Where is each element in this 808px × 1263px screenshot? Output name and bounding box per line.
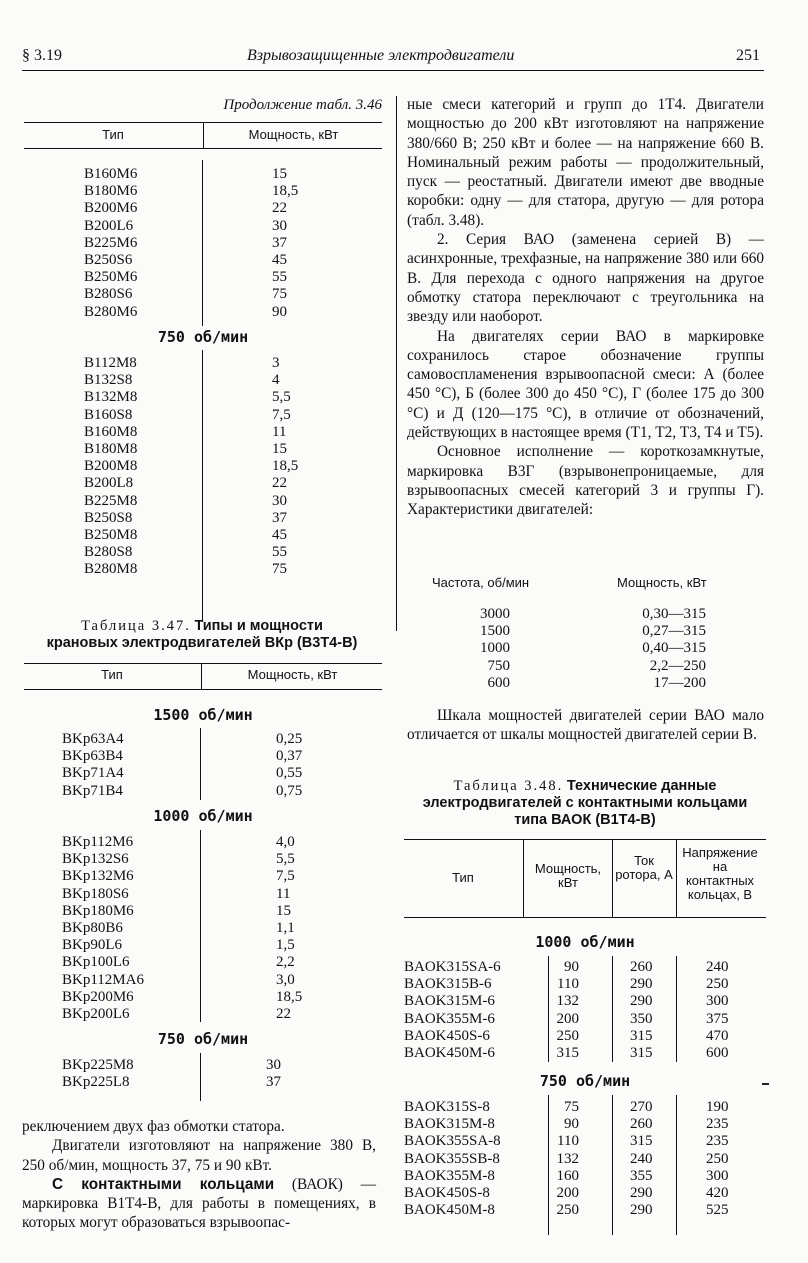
t348-header-rule (404, 917, 766, 918)
t346-power-cell: 7,5 (272, 406, 291, 423)
t347-group2-title: 1000 об/мин (153, 807, 253, 825)
t346-power-cell: 5,5 (272, 389, 291, 406)
t348-type-cell: BAOK450M-8 (404, 1202, 495, 1219)
t348-power-cell: 200 (556, 1184, 579, 1201)
t347-power-cell: 0,75 (276, 782, 303, 799)
t346-group2-powers (272, 355, 298, 578)
t348-voltage-cell: 375 (706, 1010, 729, 1027)
left-text-line1: реключением двух фаз обмотки статора. (22, 1118, 285, 1135)
t346-power-cell: 45 (272, 251, 287, 268)
t346-type-cell: B200L8 (84, 475, 134, 492)
t347-power-cell: 1,5 (276, 937, 295, 954)
left-text-para1: Двигатели изготовляют на напряжение 380 В, 250 об/мин, мощность 37, 75 и 90 кВт. (22, 1137, 376, 1174)
t348-power-cell: 132 (556, 1150, 579, 1167)
t348-caption-label: Таблица 3.48. (453, 778, 564, 794)
t347-type-cell: BKp225M8 (62, 1057, 134, 1073)
freq-col-power: Мощность, кВт (617, 575, 707, 590)
t346-type-cell: B250M8 (84, 526, 138, 543)
t346-type-cell: B132S8 (84, 372, 133, 389)
table-347-caption (22, 618, 382, 652)
t348-type-cell: BAOK355M-6 (404, 1010, 495, 1027)
t347-type-cell: BKp90L6 (62, 937, 122, 954)
freq-power-cell: 2,2—250 (649, 657, 706, 674)
t346-group2-title: 750 об/мин (157, 328, 249, 346)
t348-group2-title: 750 об/мин (539, 1072, 631, 1090)
left-text-para2 (22, 1175, 376, 1233)
t348-voltage-cell: 525 (706, 1202, 729, 1219)
right-text-para2: 2. Серия ВАО (заменена серией В) — асинхронные, трехфазные, на напряжение 380 или 660 В. Для перехода с одного напряжения на другое обмотку статора переключают с треугольника на звезду или наоборот. (407, 231, 764, 326)
t346-power-cell: 15 (272, 166, 287, 182)
column-divider (396, 96, 397, 631)
t346-group1-types (84, 166, 137, 321)
t346-power-cell: 18,5 (272, 458, 299, 475)
t348-voltage-cell: 250 (706, 976, 729, 993)
freq-power-cell: 17—200 (653, 674, 706, 691)
t348-power-cell: 132 (556, 993, 579, 1010)
table-348-caption (404, 778, 766, 829)
t348-power-cell: 160 (556, 1167, 579, 1184)
t348-voltage-cell: 600 (706, 1044, 729, 1061)
t346-type-cell: B200M6 (84, 200, 138, 217)
t346-header-divider (203, 122, 204, 148)
t348-type-cell: BAOK355SB-8 (404, 1150, 500, 1167)
t348-power-cell: 110 (557, 1133, 579, 1150)
t346-power-cell: 18,5 (272, 183, 299, 200)
t347-power-cell: 1,1 (276, 919, 295, 936)
t348-group1-types (404, 959, 501, 1062)
t346-type-cell: B250M6 (84, 269, 138, 286)
t347-group3-powers (266, 1057, 281, 1091)
t348-col-power: Мощность, кВт (534, 861, 602, 890)
t348-voltage-cell: 235 (706, 1116, 729, 1133)
t348-g2-div2 (612, 1095, 613, 1235)
t348-group2-voltage (706, 1099, 729, 1219)
t348-g1-div1 (548, 956, 549, 1062)
t348-group2-power (545, 1099, 579, 1219)
t347-power-cell: 4,0 (276, 834, 295, 850)
t346-type-cell: B250S6 (84, 251, 133, 268)
t347-header-rule (24, 689, 382, 690)
right-text-para4: Основное исполнение — короткозамкнутые, маркировка В3Г (взрывонепроницаемые, для взрывоопасных смесей категорий 3 и группы Г). Характеристики двигателей: (407, 443, 764, 519)
t348-current-cell: 240 (630, 1150, 653, 1167)
t348-current-cell: 355 (630, 1167, 653, 1184)
t347-power-cell: 2,2 (276, 954, 295, 971)
t347-caption-title2: крановых электродвигателей ВКр (В3Т4-В) (46, 635, 358, 651)
right-text-block (407, 95, 764, 520)
t346-header-rule (24, 148, 382, 149)
t346-group2-types (84, 355, 137, 578)
t347-type-cell: BKp180M6 (62, 902, 134, 919)
t346-power-cell: 45 (272, 526, 287, 543)
freq-cell: 3000 (480, 606, 510, 622)
t346-power-cell: 11 (272, 423, 287, 440)
t348-voltage-cell: 250 (706, 1150, 729, 1167)
left-text-block (22, 1117, 376, 1233)
t348-voltage-cell: 240 (706, 959, 729, 975)
t348-power-cell: 250 (556, 1027, 579, 1044)
t347-type-cell: BKp63B4 (62, 748, 123, 765)
t346-type-cell: B250S8 (84, 509, 133, 526)
section-number: § 3.19 (22, 47, 62, 64)
t348-type-cell: BAOK355SA-8 (404, 1133, 501, 1150)
t346-power-cell: 30 (272, 492, 287, 509)
t347-power-cell: 37 (266, 1074, 281, 1091)
t348-power-cell: 90 (564, 1116, 579, 1133)
freq-col-frequency: Частота, об/мин (432, 575, 530, 590)
right-text-para5: Шкала мощностей двигателей серии ВАО мало отличается от шкалы мощностей двигателей серии В. (407, 707, 764, 744)
t348-header-div1 (523, 839, 524, 917)
t348-type-cell: BAOK315S-8 (404, 1099, 490, 1115)
t348-group1-voltage (706, 959, 729, 1062)
t346-type-cell: B160M8 (84, 423, 138, 440)
t347-group1-title: 1500 об/мин (153, 706, 253, 724)
t348-top-rule (404, 839, 766, 840)
freq-cell: 600 (487, 674, 510, 691)
t348-voltage-cell: 235 (706, 1133, 729, 1150)
page-number: 251 (736, 47, 760, 64)
t348-group1-title: 1000 об/мин (535, 933, 635, 951)
t348-caption-title1: Технические данные (566, 778, 717, 794)
t346-power-cell: 75 (272, 561, 287, 578)
t347-group2-types (62, 834, 144, 1023)
t346-power-cell: 75 (272, 286, 287, 303)
freq-power-cell: 0,30—315 (642, 606, 706, 622)
t348-group2-types (404, 1099, 501, 1219)
t348-col-voltage: Напряжение на контактных кольцах, В (682, 845, 758, 902)
header-rule (22, 70, 764, 71)
t348-current-cell: 315 (630, 1133, 653, 1150)
t347-type-cell: BKp132M6 (62, 868, 134, 885)
t347-power-cell: 0,37 (276, 748, 303, 765)
t346-type-cell: B280S8 (84, 544, 133, 561)
freq-power-cell: 0,27—315 (642, 623, 706, 640)
t347-group2-powers (276, 834, 302, 1023)
t347-top-rule (24, 663, 382, 664)
t348-type-cell: BAOK315B-6 (404, 976, 492, 993)
freq-cell: 1000 (480, 640, 510, 657)
freq-power-cell: 0,40—315 (642, 640, 706, 657)
t348-header-div3 (676, 839, 677, 917)
t348-col-type: Тип (452, 870, 474, 885)
t346-power-cell: 90 (272, 303, 287, 320)
t348-power-cell: 200 (556, 1010, 579, 1027)
t346-group1-powers (272, 166, 298, 321)
t348-voltage-cell: 420 (706, 1184, 729, 1201)
t348-voltage-cell: 300 (706, 1167, 729, 1184)
t346-type-cell: B112M8 (84, 355, 137, 371)
t348-type-cell: BAOK450S-6 (404, 1027, 490, 1044)
t347-group1-divider (200, 728, 201, 800)
t347-group2-divider (200, 830, 201, 1022)
t346-col-type: Тип (102, 127, 124, 142)
right-text-block-2 (407, 706, 764, 745)
t348-power-cell: 110 (557, 976, 579, 993)
t346-group1-divider (202, 160, 203, 326)
t348-g1-div2 (612, 956, 613, 1062)
t348-voltage-cell: 470 (706, 1027, 729, 1044)
t347-col-power: Мощность, кВт (247, 667, 338, 682)
t346-power-cell: 22 (272, 475, 287, 492)
t346-type-cell: B280M6 (84, 303, 138, 320)
t346-power-cell: 37 (272, 234, 287, 251)
t348-col-current: Ток ротора, А (615, 853, 673, 882)
t346-type-cell: B160M6 (84, 166, 138, 182)
t348-type-cell: BAOK315M-8 (404, 1116, 495, 1133)
t348-g1-div3 (676, 956, 677, 1062)
t348-g2-div1 (548, 1095, 549, 1235)
t347-power-cell: 15 (276, 902, 291, 919)
t347-type-cell: BKp200L6 (62, 1005, 130, 1022)
t346-power-cell: 37 (272, 509, 287, 526)
t347-type-cell: BKp112MA6 (62, 971, 144, 988)
freq-powers (620, 606, 706, 692)
t347-type-cell: BKp100L6 (62, 954, 130, 971)
t346-group2-divider (202, 350, 203, 622)
t348-power-cell: 90 (564, 959, 579, 975)
table-346-continuation: Продолжение табл. 3.46 (223, 97, 382, 113)
t348-power-cell: 250 (556, 1202, 579, 1219)
t346-type-cell: B200M8 (84, 458, 138, 475)
running-title: Взрывозащищенные электродвигатели (247, 47, 515, 64)
t346-type-cell: B280M8 (84, 561, 138, 578)
left-text-para2-rest: (ВАОК) — маркировка В1Т4-В, для работы в помещениях, в которых могут образоваться взрывоопас- (22, 1175, 376, 1232)
left-text-para2-bold: С контактными кольцами (52, 1175, 275, 1193)
t347-type-cell: BKp63A4 (62, 731, 124, 747)
t348-current-cell: 290 (630, 1184, 653, 1201)
t346-type-cell: B180M8 (84, 440, 138, 457)
t347-power-cell: 3,0 (276, 971, 295, 988)
t347-power-cell: 0,55 (276, 765, 303, 782)
t348-type-cell: BAOK450M-6 (404, 1044, 495, 1061)
t348-type-cell: BAOK355M-8 (404, 1167, 495, 1184)
t348-type-cell: BAOK315M-6 (404, 993, 495, 1010)
stray-mark (762, 1083, 769, 1085)
freq-cell: 1500 (480, 623, 510, 640)
t347-power-cell: 7,5 (276, 868, 295, 885)
t347-caption-label: Таблица 3.47. (81, 618, 191, 634)
t347-group3-types (62, 1057, 134, 1091)
t346-type-cell: B132M8 (84, 389, 138, 406)
t348-group1-current (630, 959, 653, 1062)
t346-power-cell: 3 (272, 355, 280, 371)
t347-group1-powers (276, 731, 302, 800)
t346-power-cell: 4 (272, 372, 280, 389)
t347-power-cell: 18,5 (276, 988, 303, 1005)
t346-type-cell: B225M8 (84, 492, 138, 509)
t348-current-cell: 315 (630, 1044, 653, 1061)
t346-type-cell: B225M6 (84, 234, 138, 251)
t348-current-cell: 260 (630, 1116, 653, 1133)
t347-power-cell: 11 (276, 885, 291, 902)
t348-g2-div3 (676, 1095, 677, 1235)
t348-current-cell: 290 (630, 993, 653, 1010)
t348-current-cell: 270 (630, 1099, 653, 1115)
t346-col-power: Мощность, кВт (248, 127, 339, 142)
t347-col-type: Тип (101, 667, 123, 682)
freq-values (470, 606, 510, 692)
t346-type-cell: B180M6 (84, 183, 138, 200)
t347-group1-types (62, 731, 124, 800)
t348-current-cell: 260 (630, 959, 653, 975)
t348-voltage-cell: 300 (706, 993, 729, 1010)
t348-header-div2 (612, 839, 613, 917)
t348-current-cell: 290 (630, 976, 653, 993)
t346-power-cell: 15 (272, 440, 287, 457)
t346-type-cell: B280S6 (84, 286, 133, 303)
t346-power-cell: 55 (272, 544, 287, 561)
t347-group3-divider (200, 1053, 201, 1101)
t346-type-cell: B200L6 (84, 217, 134, 234)
t347-type-cell: BKp112M6 (62, 834, 134, 850)
t348-power-cell: 75 (564, 1099, 579, 1115)
t347-group3-title: 750 об/мин (157, 1030, 249, 1048)
t348-current-cell: 315 (630, 1027, 653, 1044)
t348-type-cell: BAOK315SA-6 (404, 959, 501, 975)
t347-type-cell: BKp200M6 (62, 988, 134, 1005)
right-text-para3: На двигателях серии ВАО в маркировке сохранилось старое обозначение группы самовоспламенения взрывоопасной смеси: А (более 450 °C), Б (более 300 до 450 °C), Г (более 175 до 300 °C) и Д (120—175 °C), в отличие от обозначений, действующих в настоящее время (Т1, Т2, Т3, Т4 и Т5). (407, 327, 764, 442)
t347-type-cell: BKp225L8 (62, 1074, 130, 1091)
t347-power-cell: 0,25 (276, 731, 303, 747)
t348-caption-title2: электродвигателей с контактными кольцами (422, 795, 748, 811)
freq-cell: 750 (487, 657, 510, 674)
t348-group1-power (545, 959, 579, 1062)
right-text-para1: ные смеси категорий и групп до 1Т4. Двигатели мощностью до 200 кВт изготовляют на напряжение 380/660 В; 250 кВт и более — на напряжение 660 В. Номинальный режим работы — продолжительный, пуск — реостатный. Двигатели имеют две вводные коробки: одну — для статора, другую — для ротора (табл. 3.48). (407, 96, 764, 229)
t348-current-cell: 290 (630, 1202, 653, 1219)
t346-power-cell: 30 (272, 217, 287, 234)
t348-group2-current (630, 1099, 653, 1219)
t346-power-cell: 55 (272, 269, 287, 286)
t347-power-cell: 5,5 (276, 851, 295, 868)
t348-current-cell: 350 (630, 1010, 653, 1027)
t347-caption-title1: Типы и мощности (194, 618, 323, 634)
t347-type-cell: BKp71B4 (62, 782, 123, 799)
t347-power-cell: 22 (276, 1005, 291, 1022)
t347-header-divider (201, 663, 202, 689)
t347-type-cell: BKp132S6 (62, 851, 129, 868)
t347-type-cell: BKp180S6 (62, 885, 129, 902)
t348-voltage-cell: 190 (706, 1099, 729, 1115)
t348-power-cell: 315 (556, 1044, 579, 1061)
t346-type-cell: B160S8 (84, 406, 133, 423)
t348-type-cell: BAOK450S-8 (404, 1184, 490, 1201)
t347-power-cell: 30 (266, 1057, 281, 1073)
t347-type-cell: BKp80B6 (62, 919, 123, 936)
t348-caption-title3: типа ВАОК (В1Т4-В) (514, 812, 656, 828)
t347-type-cell: BKp71A4 (62, 765, 124, 782)
t346-power-cell: 22 (272, 200, 287, 217)
